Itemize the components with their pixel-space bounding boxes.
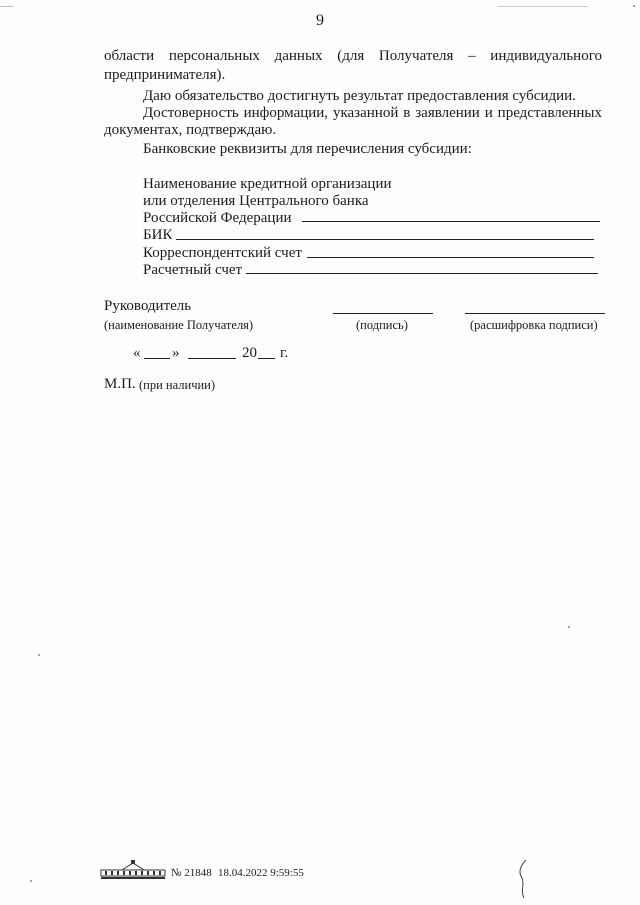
reliability-line-2: документах, подтверждаю. bbox=[104, 122, 277, 138]
doc-timestamp: 18.04.2022 9:59:55 bbox=[218, 867, 304, 879]
date-year-prefix: 20 bbox=[242, 345, 257, 361]
scan-artifact bbox=[0, 6, 14, 7]
body-line-1: области персональных данных (для Получателя – индивидуального bbox=[104, 48, 602, 64]
signature-field[interactable] bbox=[333, 313, 433, 314]
body-line-2: предпринимателя). bbox=[104, 67, 226, 83]
bank-name-label-1: Наименование кредитной организации bbox=[143, 176, 392, 192]
bank-intro: Банковские реквизиты для перечисления субсидии: bbox=[143, 141, 472, 157]
scan-artifact bbox=[38, 654, 40, 656]
signature-caption: (подпись) bbox=[356, 318, 408, 332]
date-day-field[interactable] bbox=[144, 358, 170, 359]
page-number: 9 bbox=[316, 12, 324, 29]
date-open-quote: « bbox=[133, 345, 141, 361]
head-label: Руководитель bbox=[104, 298, 192, 314]
settlement-account-field[interactable] bbox=[246, 273, 598, 274]
recipient-caption: (наименование Получателя) bbox=[104, 318, 254, 332]
scan-artifact bbox=[498, 6, 588, 7]
scan-artifact bbox=[568, 626, 570, 628]
scan-artifact bbox=[633, 5, 635, 7]
date-year-suffix: г. bbox=[280, 345, 289, 361]
mp-label: М.П. bbox=[104, 376, 136, 392]
bik-label: БИК bbox=[143, 227, 173, 243]
reliability-line-1: Достоверность информации, указанной в заявлении и представленных bbox=[143, 105, 602, 121]
doc-number: № 21848 bbox=[171, 867, 212, 879]
bank-name-label-2: или отделения Центрального банка bbox=[143, 193, 369, 209]
mp-note: (при наличии) bbox=[139, 378, 216, 392]
registry-logo-icon bbox=[100, 860, 166, 880]
date-year-field[interactable] bbox=[258, 358, 275, 359]
bank-name-label-3: Российской Федерации bbox=[143, 210, 292, 226]
decoding-caption: (расшифровка подписи) bbox=[470, 318, 598, 332]
obligation-paragraph: Даю обязательство достигнуть результат предоставления субсидии. bbox=[143, 88, 576, 104]
date-month-field[interactable] bbox=[188, 358, 236, 359]
signature-decoding-field[interactable] bbox=[465, 313, 605, 314]
settlement-account-label: Расчетный счет bbox=[143, 262, 243, 278]
corr-account-field[interactable] bbox=[307, 257, 594, 258]
scan-bracket-mark bbox=[512, 858, 534, 900]
scan-artifact bbox=[30, 880, 32, 882]
corr-account-label: Корреспондентский счет bbox=[143, 245, 302, 261]
bik-field[interactable] bbox=[176, 239, 594, 240]
bank-name-field[interactable] bbox=[302, 221, 600, 222]
date-close-quote: » bbox=[172, 345, 180, 361]
